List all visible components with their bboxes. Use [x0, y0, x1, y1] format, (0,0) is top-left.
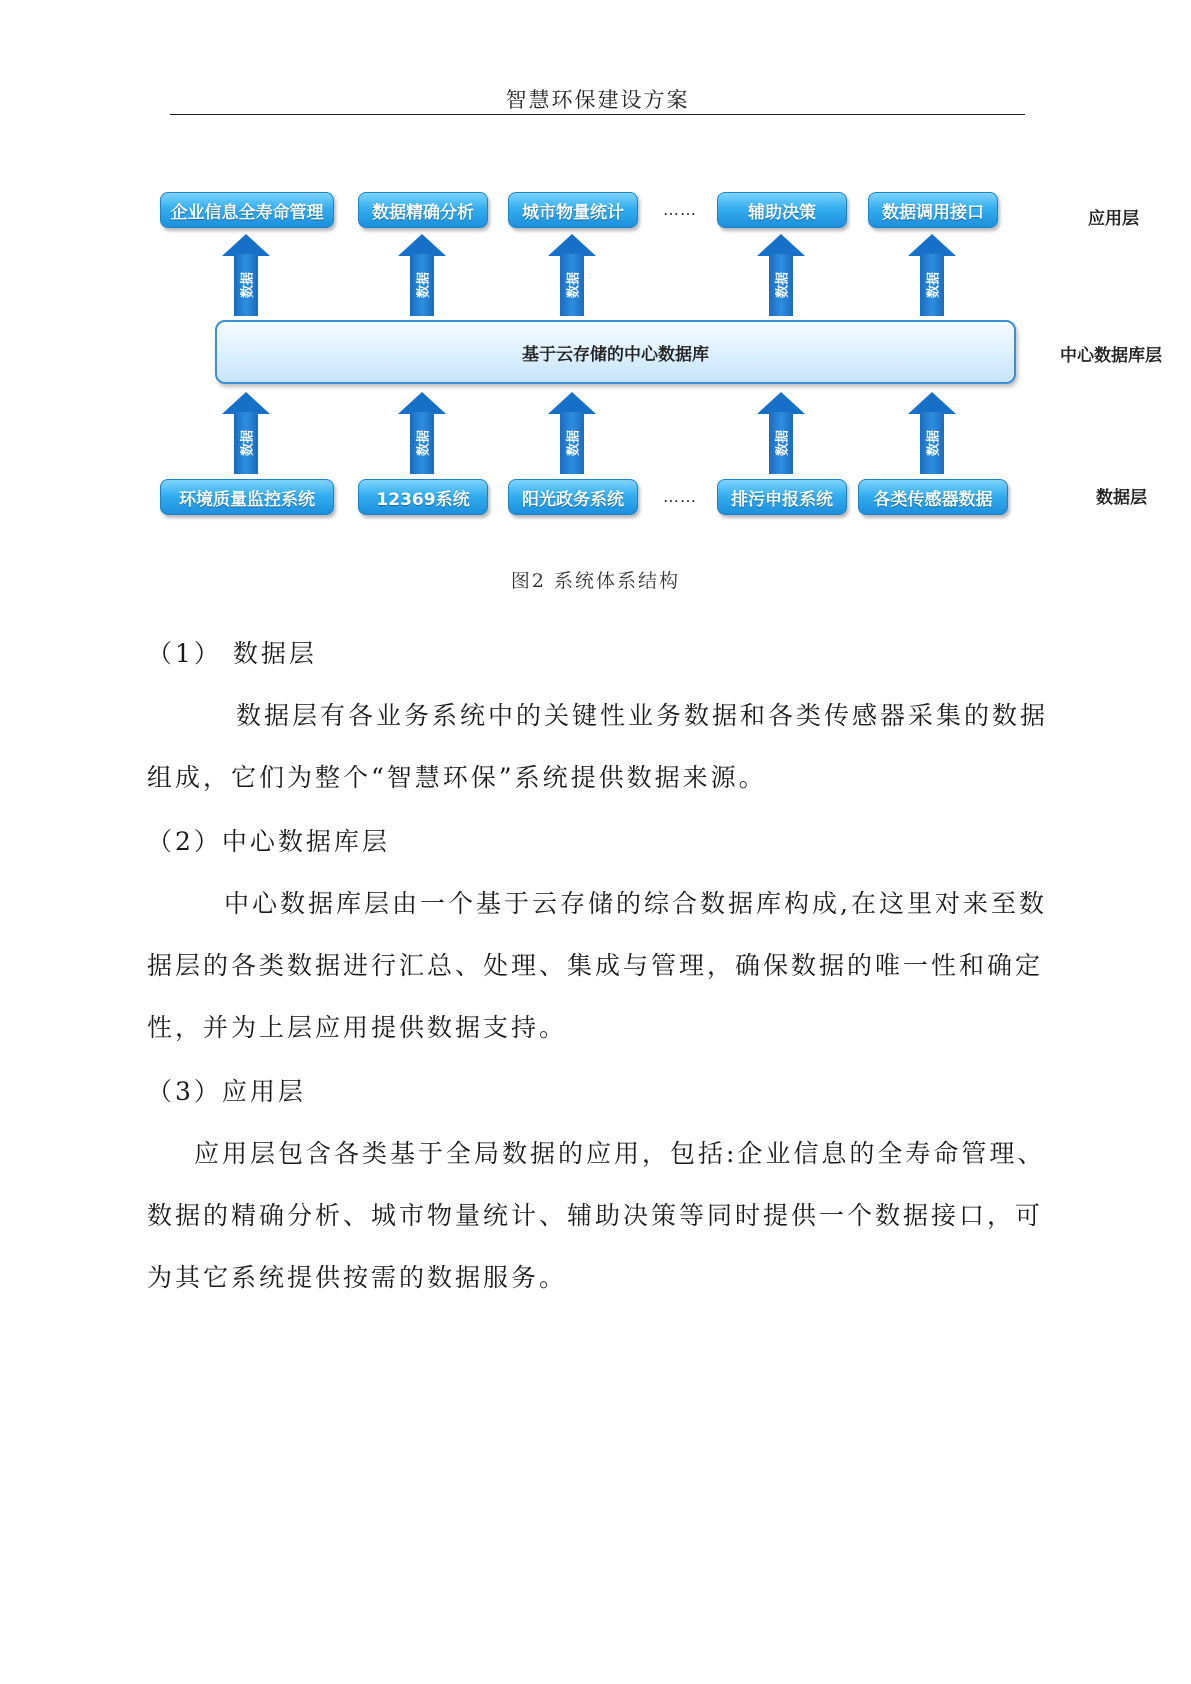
arrow-label: 数据	[416, 271, 432, 299]
paragraph-line: 中心数据库层由一个基于云存储的综合数据库构成,在这里对来至数	[224, 889, 1047, 918]
upper-arrow-2	[398, 234, 446, 316]
app-box-decision-support: 辅助决策	[717, 192, 847, 228]
arrow-label: 数据	[775, 429, 791, 457]
arrow-label: 数据	[566, 271, 582, 299]
arrow-label: 数据	[566, 429, 582, 457]
arrow-label: 数据	[926, 429, 942, 457]
lower-arrow-3	[548, 392, 596, 474]
arrow-label: 数据	[416, 429, 432, 457]
arrow-label: 数据	[240, 429, 256, 457]
layer-label-data: 数据层	[1096, 488, 1147, 508]
paragraph-line: 应用层包含各类基于全局数据的应用，包括:企业信息的全寿命管理、	[194, 1139, 1046, 1168]
system-architecture-diagram	[0, 0, 1191, 560]
data-box-sunshine-government: 阳光政务系统	[508, 479, 638, 515]
data-box-sensor-data: 各类传感器数据	[858, 479, 1008, 515]
layer-label-application: 应用层	[1088, 209, 1139, 229]
arrow-label: 数据	[775, 271, 791, 299]
paragraph-line: 为其它系统提供按需的数据服务。	[147, 1263, 568, 1292]
lower-arrow-4	[757, 392, 805, 474]
paragraph-line: 性，并为上层应用提供数据支持。	[147, 1013, 568, 1042]
upper-arrow-4	[757, 234, 805, 316]
app-box-enterprise-lifecycle: 企业信息全寿命管理	[160, 192, 334, 228]
section-heading-application-layer: （3）应用层	[147, 1077, 306, 1106]
section-heading-data-layer: （1） 数据层	[147, 639, 317, 668]
app-box-city-statistics: 城市物量统计	[508, 192, 638, 228]
lower-arrow-5	[908, 392, 956, 474]
header-title: 智慧环保建设方案	[505, 88, 690, 112]
app-box-precise-analysis: 数据精确分析	[358, 192, 488, 228]
data-ellipsis: ……	[663, 487, 697, 506]
paragraph-line: 数据的精确分析、城市物量统计、辅助决策等同时提供一个数据接口，可	[147, 1201, 1044, 1230]
app-ellipsis: ……	[663, 200, 697, 219]
app-box-data-interface: 数据调用接口	[868, 192, 998, 228]
central-database-label: 基于云存储的中心数据库	[522, 344, 709, 365]
upper-arrow-5	[908, 234, 956, 316]
figure-caption: 图2 系统体系结构	[510, 570, 681, 592]
central-database-bar	[215, 320, 1016, 384]
data-box-emission-declaration: 排污申报系统	[717, 479, 847, 515]
lower-arrow-1	[222, 392, 270, 474]
data-box-12369-system: 12369系统	[358, 479, 488, 515]
upper-arrow-3	[548, 234, 596, 316]
arrow-label: 数据	[240, 271, 256, 299]
layer-label-central: 中心数据库层	[1060, 346, 1162, 366]
data-box-environment-monitoring: 环境质量监控系统	[160, 479, 334, 515]
upper-arrow-1	[222, 234, 270, 316]
lower-arrow-2	[398, 392, 446, 474]
paragraph-line: 组成，它们为整个“智慧环保”系统提供数据来源。	[147, 763, 767, 792]
paragraph-line: 据层的各类数据进行汇总、处理、集成与管理，确保数据的唯一性和确定	[147, 951, 1044, 980]
paragraph-line: 数据层有各业务系统中的关键性业务数据和各类传感器采集的数据	[236, 701, 1049, 730]
arrow-label: 数据	[926, 271, 942, 299]
section-heading-central-layer: （2）中心数据库层	[147, 827, 390, 856]
